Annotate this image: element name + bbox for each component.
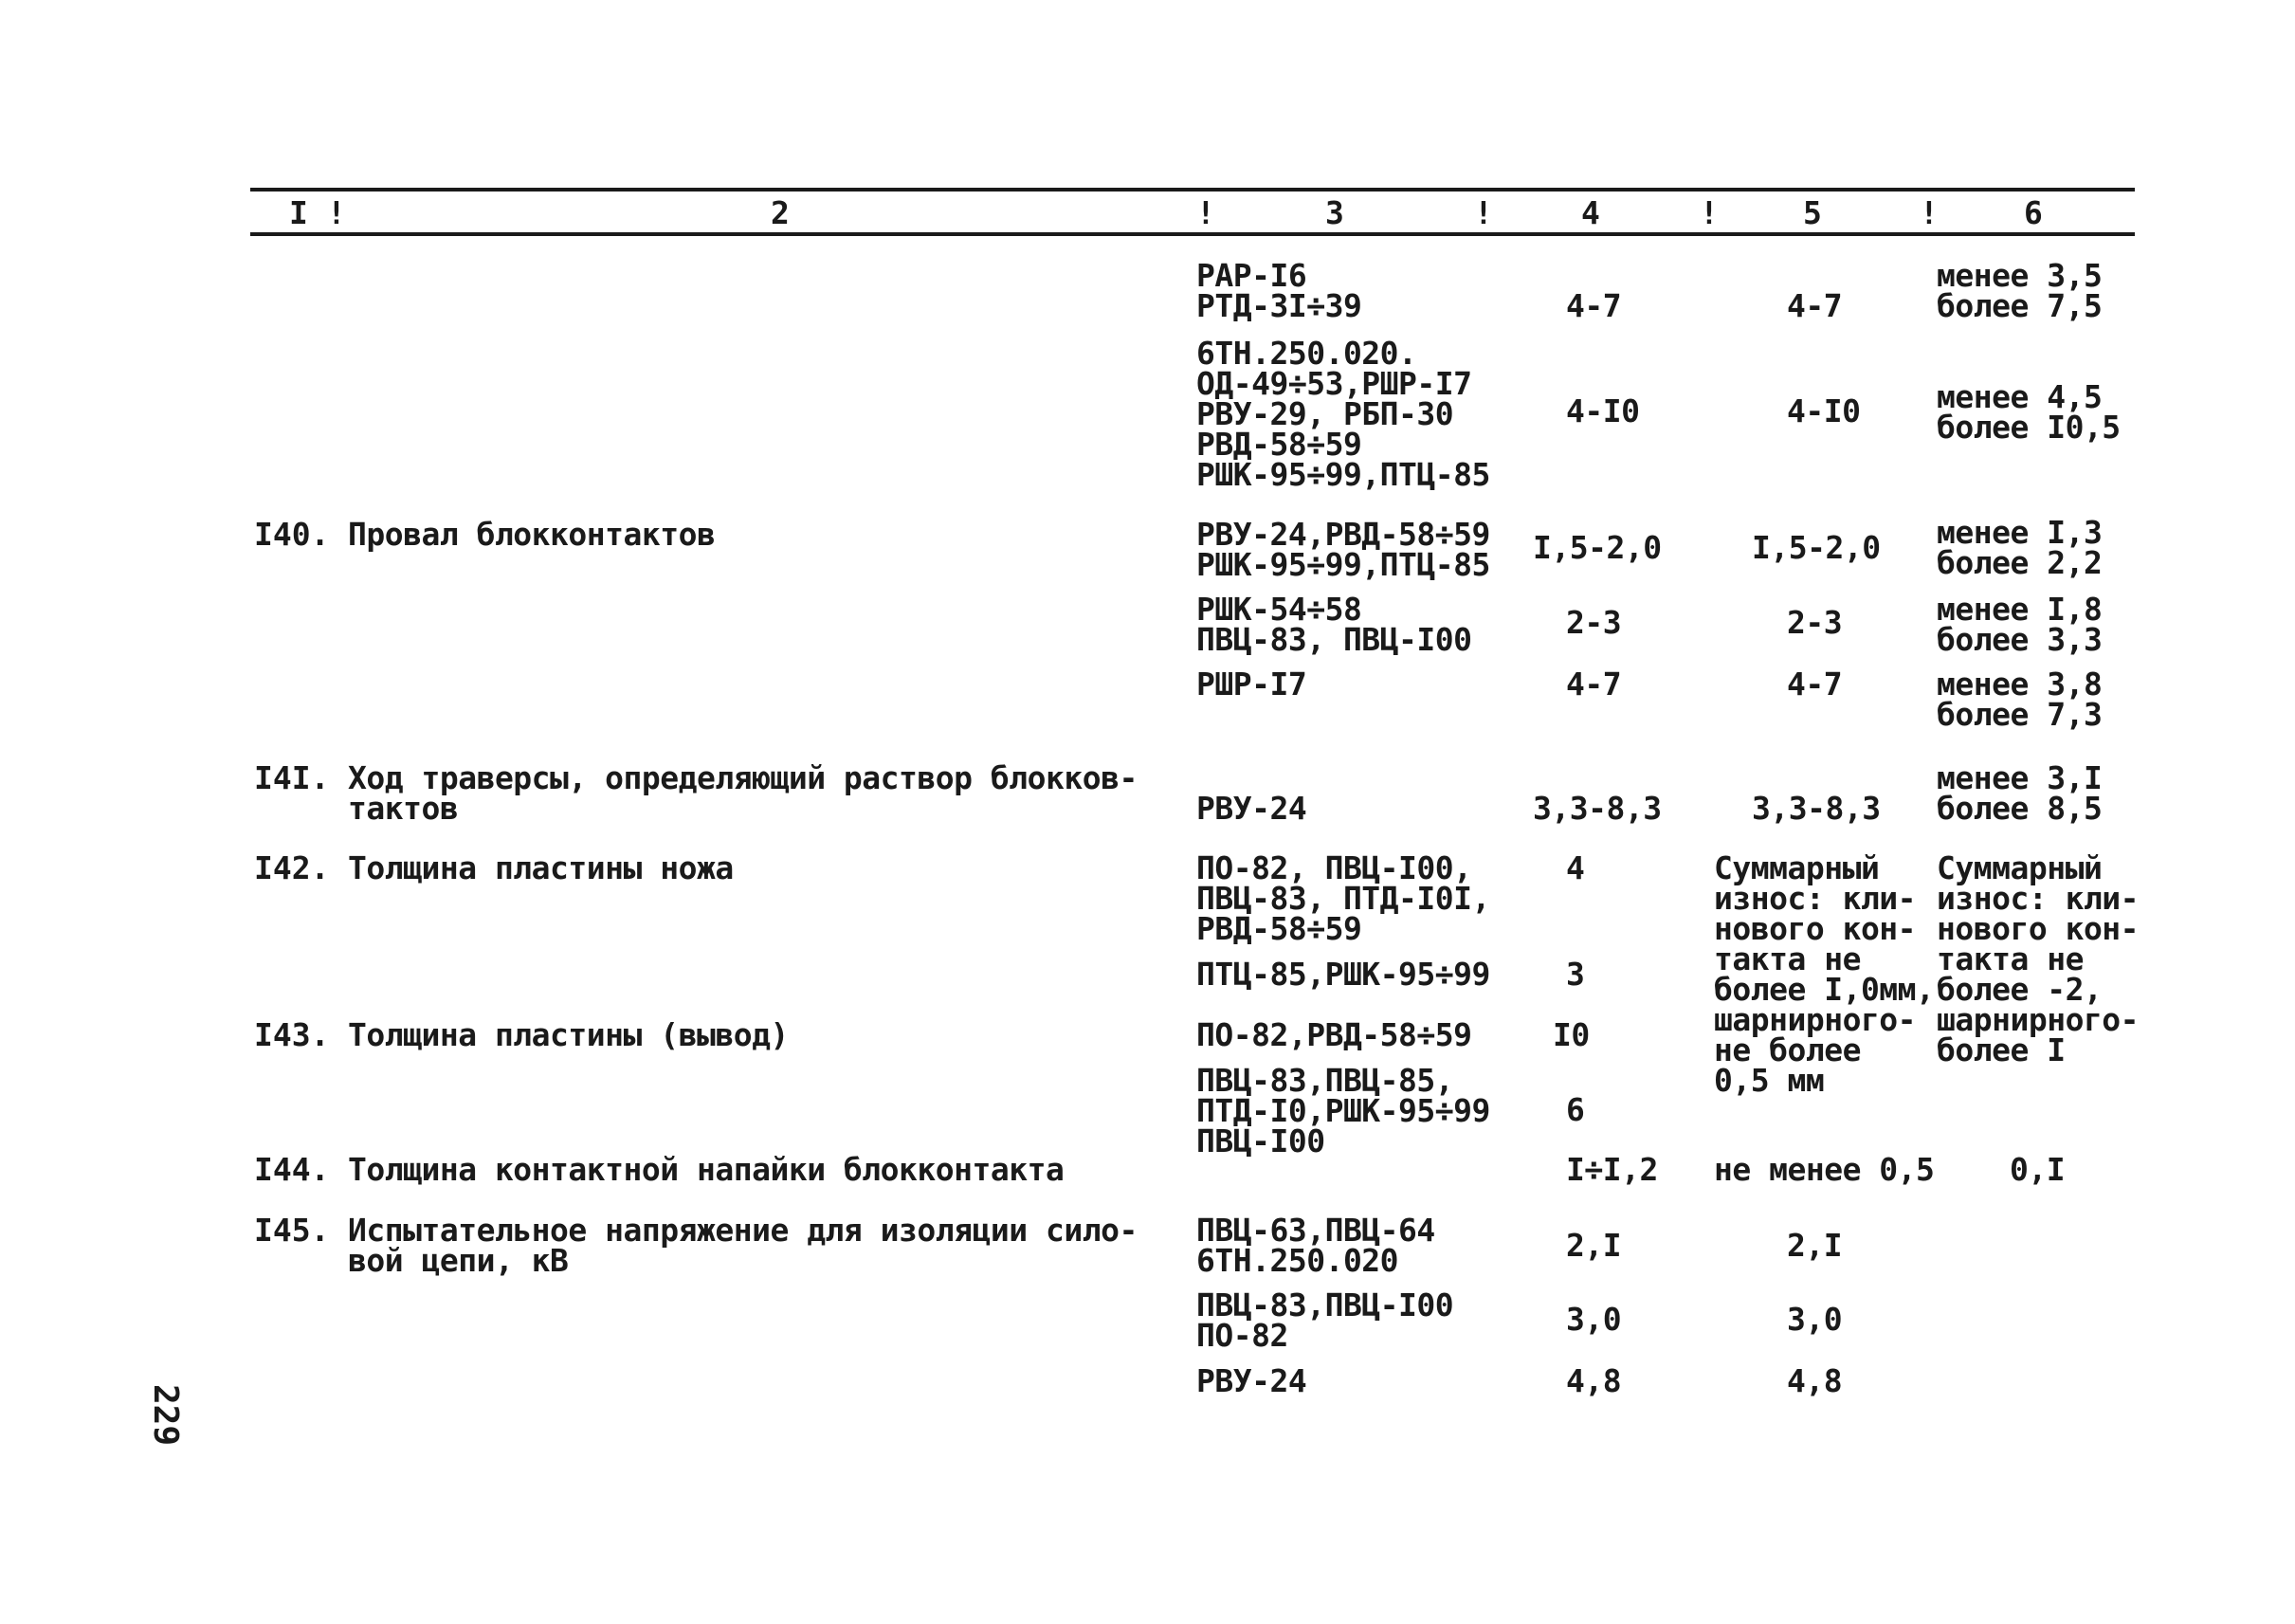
row-4-col-5: 4-7 — [1787, 666, 1843, 703]
row-0-col-6: менее 3,5 более 7,5 — [1937, 257, 2103, 324]
row-1-col-6: менее 4,5 более I0,5 — [1937, 378, 2121, 446]
row-9-col-3: ПВЦ-83,ПВЦ-85, ПТД-I0,РШК-95÷99 ПВЦ-I00 — [1196, 1062, 1490, 1159]
row-8-label: Толщина пластины (вывод) — [348, 1016, 789, 1053]
row-0-col-5: 4-7 — [1787, 287, 1843, 324]
row-10-number: I44. — [254, 1151, 330, 1188]
row-5-col-5: 3,3-8,3 — [1752, 790, 1881, 827]
row-11-number: I45. — [254, 1212, 330, 1249]
row-0-col-3: РАР-I6 РТД-3I÷39 — [1196, 257, 1362, 324]
row-13-col-5: 4,8 — [1787, 1362, 1843, 1399]
header-sep: ! — [327, 194, 346, 231]
row-7-col-3: ПТЦ-85,РШК-95÷99 — [1196, 956, 1490, 993]
row-8-col-4: I0 — [1553, 1016, 1590, 1053]
row-11-col-5: 2,I — [1787, 1227, 1843, 1264]
header-col-2: 2 — [771, 194, 790, 231]
table-header-rule — [250, 232, 2135, 236]
row-1-col-4: 4-I0 — [1566, 392, 1640, 429]
row-6-label: Толщина пластины ножа — [348, 849, 734, 886]
row-2-col-5: I,5-2,0 — [1752, 529, 1881, 566]
row-3-col-5: 2-3 — [1787, 604, 1843, 641]
row-1-col-3: 6ТН.250.020. ОД-49÷53,РШР-I7 РВУ-29, РБП-30 РВД-58÷59 РШК-95÷99,ПТЦ-85 — [1196, 335, 1490, 493]
row-10-col-6: 0,I — [2010, 1151, 2066, 1188]
row-11-col-3: ПВЦ-63,ПВЦ-64 6ТН.250.020 — [1196, 1212, 1435, 1279]
header-sep: ! — [1474, 194, 1493, 231]
row-7-col-4: 3 — [1566, 956, 1585, 993]
row-13-col-4: 4,8 — [1566, 1362, 1622, 1399]
row-2-col-6: менее I,3 более 2,2 — [1937, 514, 2103, 581]
row-5-col-4: 3,3-8,3 — [1533, 790, 1662, 827]
row-6-col-3: ПО-82, ПВЦ-I00, ПВЦ-83, ПТД-I0I, РВД-58÷59 — [1196, 849, 1490, 947]
row-2-label: Провал блокконтактов — [348, 516, 716, 553]
header-sep: ! — [1700, 194, 1719, 231]
row-5-label: Ход траверсы, определяющий раствор блокков- тактов — [348, 759, 1138, 827]
row-9-col-4: 6 — [1566, 1091, 1585, 1128]
row-4-col-4: 4-7 — [1566, 666, 1622, 703]
row-6-col-4: 4 — [1566, 849, 1585, 886]
row-13-col-3: РВУ-24 — [1196, 1362, 1307, 1399]
row-0-col-4: 4-7 — [1566, 287, 1622, 324]
row-2-col-3: РВУ-24,РВД-58÷59 РШК-95÷99,ПТЦ-85 — [1196, 516, 1490, 583]
row-4-col-6: менее 3,8 более 7,3 — [1937, 666, 2103, 733]
row-10-col-4: I÷I,2 — [1566, 1151, 1658, 1188]
row-12-col-4: 3,0 — [1566, 1301, 1622, 1338]
row-12-col-5: 3,0 — [1787, 1301, 1843, 1338]
wear-note-col-6: Суммарный износ: кли- нового кон- такта не более -2, шарнирного- более I — [1937, 849, 2140, 1068]
row-2-col-4: I,5-2,0 — [1533, 529, 1662, 566]
wear-note-col-5: Суммарный износ: кли- нового кон- такта не более I,0мм, шарнирного- не более 0,5 мм — [1714, 849, 1935, 1099]
row-4-col-3: РШР-I7 — [1196, 666, 1307, 703]
row-8-number: I43. — [254, 1016, 330, 1053]
header-sep: ! — [1920, 194, 1939, 231]
row-11-label: Испытательное напряжение для изоляции сило- вой цепи, кВ — [348, 1212, 1138, 1279]
table-top-rule — [250, 188, 2135, 192]
header-sep: ! — [1196, 194, 1215, 231]
row-5-col-6: менее 3,I более 8,5 — [1937, 759, 2103, 827]
row-3-col-4: 2-3 — [1566, 604, 1622, 641]
header-col-5: 5 — [1803, 194, 1822, 231]
header-col-3: 3 — [1325, 194, 1344, 231]
row-5-number: I4I. — [254, 759, 330, 796]
row-5-col-3: РВУ-24 — [1196, 790, 1307, 827]
row-11-col-4: 2,I — [1566, 1227, 1622, 1264]
row-8-col-3: ПО-82,РВД-58÷59 — [1196, 1016, 1472, 1053]
row-2-number: I40. — [254, 516, 330, 553]
header-col-4: 4 — [1581, 194, 1600, 231]
header-col-6: 6 — [2024, 194, 2043, 231]
page-number: 229 — [146, 1384, 185, 1447]
row-1-col-5: 4-I0 — [1787, 392, 1861, 429]
row-12-col-3: ПВЦ-83,ПВЦ-I00 ПО-82 — [1196, 1286, 1454, 1354]
row-3-col-6: менее I,8 более 3,3 — [1937, 591, 2103, 658]
row-10-col-5: не менее 0,5 — [1714, 1151, 1935, 1188]
row-6-number: I42. — [254, 849, 330, 886]
row-10-label: Толщина контактной напайки блокконтакта — [348, 1151, 1065, 1188]
row-3-col-3: РШК-54÷58 ПВЦ-83, ПВЦ-I00 — [1196, 591, 1472, 658]
header-col-1: I — [289, 194, 308, 231]
